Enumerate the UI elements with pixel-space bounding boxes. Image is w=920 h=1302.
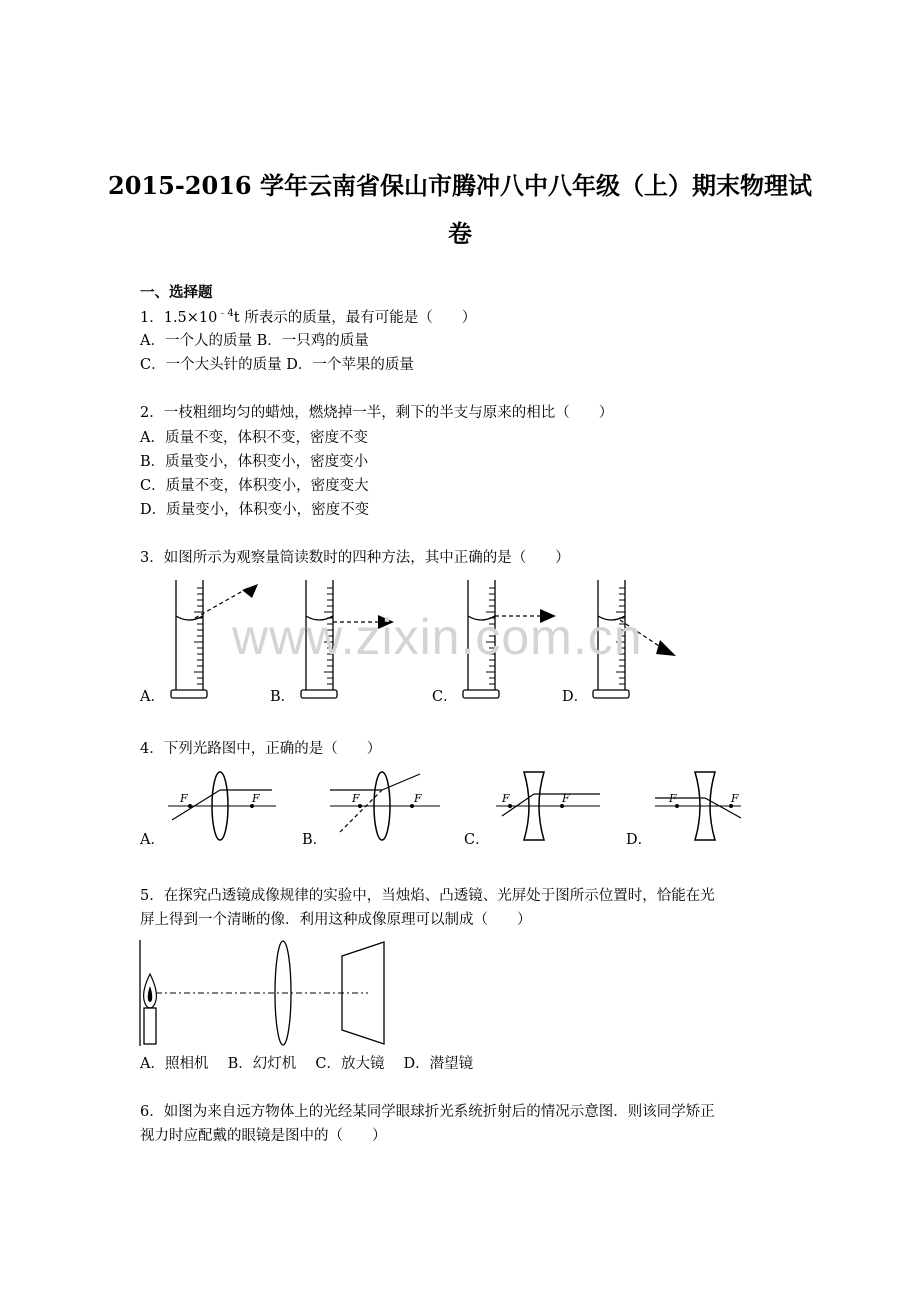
section-heading: 一、选择题 bbox=[140, 284, 213, 301]
watermark: www.zixin.com.cn bbox=[232, 609, 643, 665]
q4-figure-a bbox=[168, 770, 278, 844]
page-title-continued: 卷 bbox=[448, 219, 472, 248]
page-title: 2015-2016 学年云南省保山市腾冲八中八年级（上）期末物理试 bbox=[108, 171, 812, 200]
q4c-focus-left: F bbox=[502, 792, 510, 805]
q4d-focus-left: F bbox=[669, 792, 677, 805]
question-1-options-cd: C．一个大头针的质量 D．一个苹果的质量 bbox=[140, 357, 414, 373]
question-5-stem-line1: 5．在探究凸透镜成像规律的实验中，当烛焰、凸透镜、光屏处于图所示位置时，恰能在光 bbox=[140, 888, 715, 904]
q4a-focus-right: F bbox=[252, 792, 260, 805]
q4d-focus-right: F bbox=[731, 792, 739, 805]
q4-label-b: B． bbox=[302, 832, 328, 848]
q4a-focus-left: F bbox=[180, 792, 188, 805]
question-5-options: A．照相机 B．幻灯机 C．放大镜 D．潜望镜 bbox=[140, 1056, 474, 1072]
question-4-stem: 4．下列光路图中，正确的是（ ） bbox=[140, 741, 382, 757]
q4-label-a: A． bbox=[140, 832, 165, 848]
q4-figure-c bbox=[496, 770, 602, 844]
q5-figure bbox=[138, 938, 388, 1048]
q3-label-c: C． bbox=[432, 689, 458, 705]
q4-label-c: C． bbox=[464, 832, 490, 848]
question-2-option-d: D．质量变小，体积变小，密度不变 bbox=[140, 502, 370, 518]
question-2-option-a: A．质量不变，体积不变，密度不变 bbox=[140, 430, 368, 446]
q3-label-d: D． bbox=[562, 689, 589, 705]
question-6-stem-line2: 视力时应配戴的眼镜是图中的（ ） bbox=[140, 1128, 387, 1144]
question-3-stem: 3．如图所示为观察量筒读数时的四种方法，其中正确的是（ ） bbox=[140, 550, 570, 566]
q4b-focus-left: F bbox=[352, 792, 360, 805]
question-6-stem-line1: 6．如图为来自远方物体上的光经某同学眼球折光系统折射后的情况示意图．则该同学矫正 bbox=[140, 1104, 715, 1120]
q4-label-d: D． bbox=[626, 832, 653, 848]
question-2-stem: 2．一枝粗细均匀的蜡烛，燃烧掉一半，剩下的半支与原来的相比（ ） bbox=[140, 405, 614, 421]
question-2-option-b: B．质量变小，体积变小，密度变小 bbox=[140, 454, 369, 470]
question-1-options-ab: A．一个人的质量 B．一只鸡的质量 bbox=[140, 333, 369, 349]
question-2-option-c: C．质量不变，体积变小，密度变大 bbox=[140, 478, 369, 494]
question-5-stem-line2: 屏上得到一个清晰的像．利用这种成像原理可以制成（ ） bbox=[140, 912, 532, 928]
question-1-stem: 1．$1.5\times 10^{﹣4}t$ 所表示的质量，最有可能是（ ） bbox=[140, 308, 477, 326]
q4c-focus-right: F bbox=[562, 792, 570, 805]
q3-label-b: B． bbox=[270, 689, 296, 705]
q4-figure-b bbox=[330, 770, 442, 844]
q4b-focus-right: F bbox=[414, 792, 422, 805]
q4-figure-d bbox=[655, 770, 745, 844]
q3-label-a: A． bbox=[140, 689, 165, 705]
